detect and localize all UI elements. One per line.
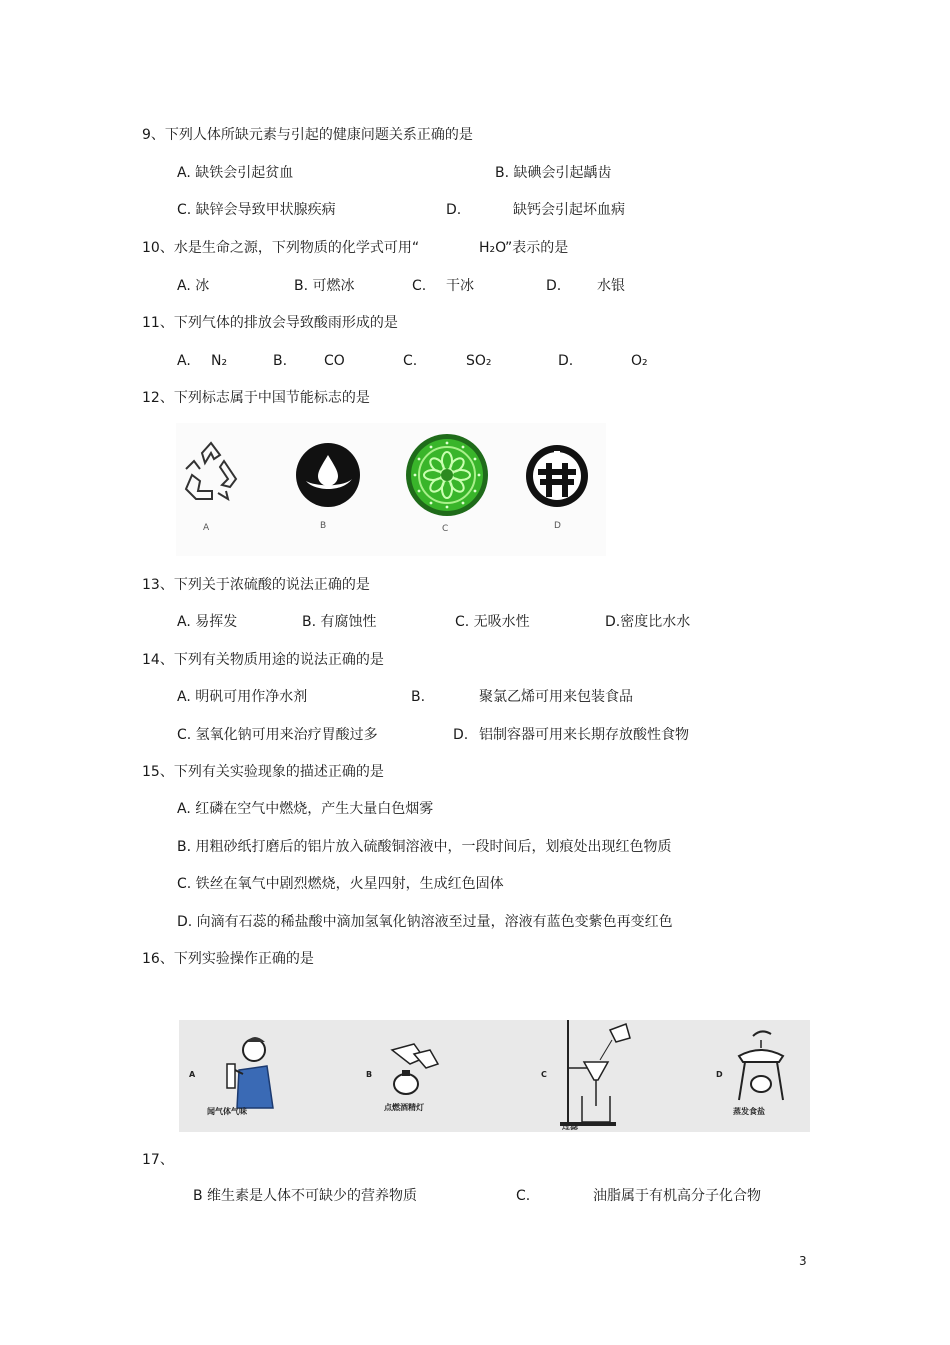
op-caption-c: 过滤 [562,1122,578,1131]
op-caption-b: 点燃酒精灯 [384,1103,424,1112]
q11-option-d-letter: D. [558,353,574,369]
q9-option-a: A. 缺铁会引起贫血 [177,165,294,181]
q9-option-b: B. 缺碘会引起龋齿 [495,165,612,181]
q13-option-a: A. 易挥发 [177,614,238,630]
q13-stem: 13、下列关于浓硫酸的说法正确的是 [142,577,370,593]
q17-stem: 17、 [142,1152,174,1168]
q12-stem: 12、下列标志属于中国节能标志的是 [142,390,370,406]
q17-option-c-text: 油脂属于有机高分子化合物 [593,1188,761,1204]
q14-stem: 14、下列有关物质用途的说法正确的是 [142,652,384,668]
q13-option-c: C. 无吸水性 [455,614,530,630]
q9-option-d-letter: D. [446,202,462,218]
recycle-icon [178,439,244,505]
q11-option-a-text: N₂ [211,353,228,369]
q14-option-b-letter: B. [411,689,426,705]
q11-option-b-text: CO [324,353,345,369]
q10-formula: H₂O [479,240,507,256]
q10-stem-end: ”表示的是 [505,240,569,256]
op-caption-d: 蒸发食盐 [733,1107,765,1116]
logo-label-d: D [554,521,561,531]
lab-operations-figure [179,1020,810,1132]
q15-option-b: B. 用粗砂纸打磨后的铝片放入硫酸铜溶液中，一段时间后，划痕处出现红色物质 [177,839,672,855]
energy-saving-icon [524,443,590,509]
op-label-a: A [189,1070,196,1079]
q11-option-c-text: SO₂ [466,353,492,369]
q14-option-c: C. 氢氧化钠可用来治疗胃酸过多 [177,727,378,743]
q13-option-d: D.密度比水水 [605,614,691,630]
evaporation-icon [731,1026,791,1106]
q15-option-d: D. 向滴有石蕊的稀盐酸中滴加氢氧化钠溶液至过量，溶液有蓝色变紫色再变红色 [177,914,673,930]
q11-option-c-letter: C. [403,353,418,369]
energy-logos-figure [176,423,606,556]
q16-stem: 16、下列实验操作正确的是 [142,951,314,967]
q14-option-a: A. 明矾可用作净水剂 [177,689,308,705]
q11-option-b-letter: B. [273,353,288,369]
logo-label-b: B [320,521,327,531]
alcohol-lamp-icon [384,1040,454,1100]
q11-option-a-letter: A. [177,353,191,369]
q17-option-b: B 维生素是人体不可缺少的营养物质 [193,1188,418,1204]
q11-stem: 11、下列气体的排放会导致酸雨形成的是 [142,315,398,331]
q14-option-b-text: 聚氯乙烯可用来包装食品 [479,689,633,705]
q11-option-d-text: O₂ [631,353,648,369]
q15-option-c: C. 铁丝在氧气中剧烈燃烧，火星四射，生成红色固体 [177,876,504,892]
q9-option-c: C. 缺锌会导致甲状腺疾病 [177,202,336,218]
op-label-b: B [366,1070,373,1079]
op-label-c: C [541,1070,547,1079]
q9-stem: 9、下列人体所缺元素与引起的健康问题关系正确的是 [142,127,473,143]
green-label-icon [405,433,489,517]
q10-option-c-letter: C. [412,278,427,294]
q15-option-a: A. 红磷在空气中燃烧，产生大量白色烟雾 [177,801,434,817]
smelling-gas-icon [209,1030,279,1110]
q15-stem: 15、下列有关实验现象的描述正确的是 [142,764,384,780]
q13-option-b: B. 有腐蚀性 [302,614,377,630]
q10-option-c-text: 干冰 [446,278,474,294]
op-label-d: D [716,1070,723,1079]
water-saving-icon [294,441,362,509]
q10-option-b: B. 可燃冰 [294,278,355,294]
page-number: 3 [799,1254,807,1268]
op-caption-a: 闻气体气味 [207,1107,247,1116]
q10-option-d-text: 水银 [597,278,625,294]
q14-option-d-text: 铝制容器可用来长期存放酸性食物 [479,727,689,743]
filtration-icon [554,1020,644,1128]
q14-option-d-letter: D. [453,727,469,743]
q10-option-a: A. 冰 [177,278,210,294]
q17-option-c-letter: C. [516,1188,531,1204]
q9-option-d-text: 缺钙会引起坏血病 [513,202,625,218]
q10-stem: 10、水是生命之源，下列物质的化学式可用“ [142,240,420,256]
q10-option-d-letter: D. [546,278,562,294]
logo-label-c: C [442,524,449,534]
logo-label-a: A [203,523,210,533]
